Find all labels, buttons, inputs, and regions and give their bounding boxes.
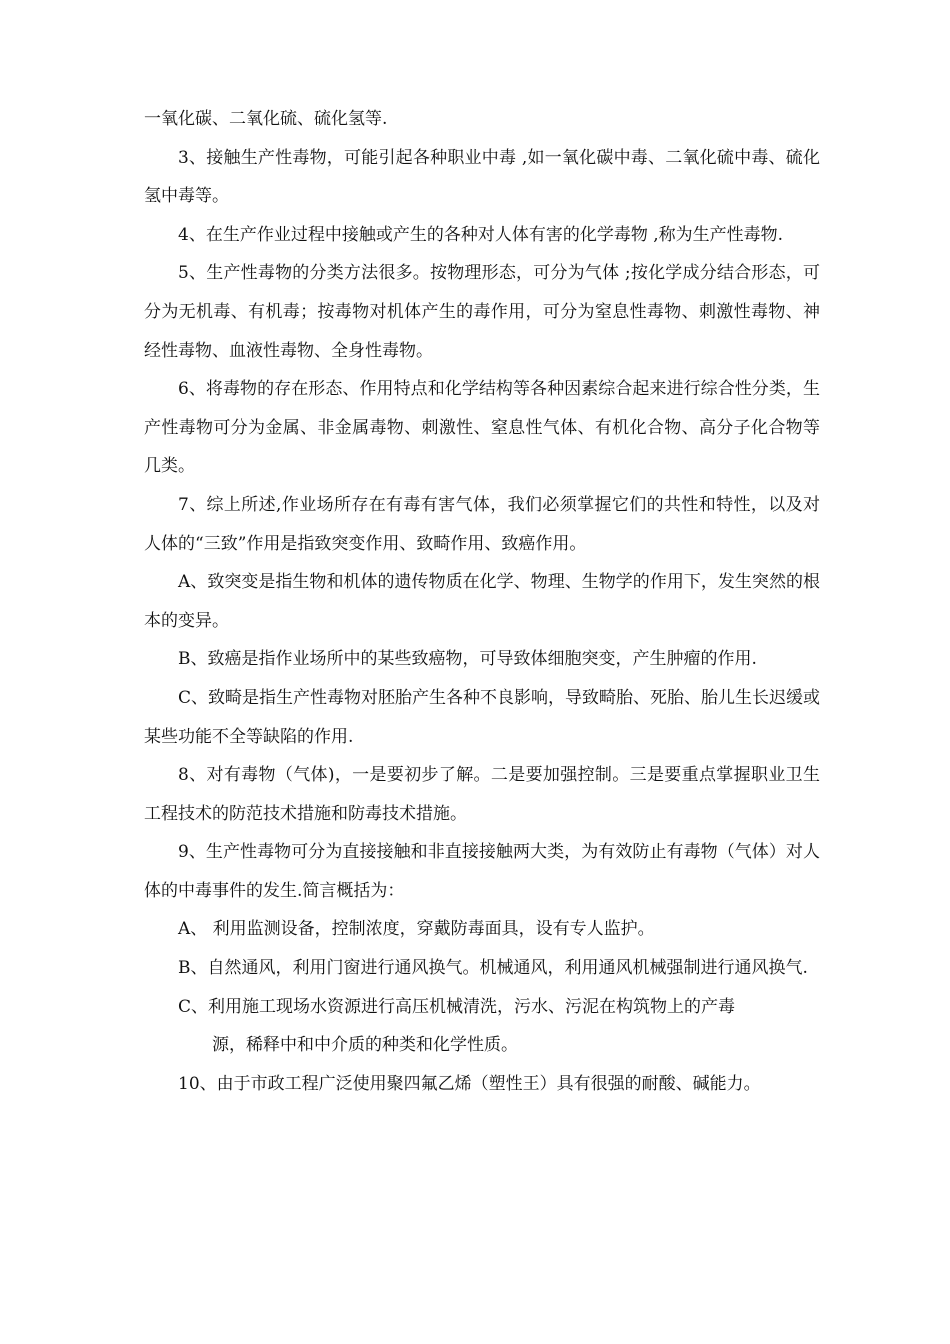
paragraph-item-7c: C、致畸是指生产性毒物对胚胎产生各种不良影响，导致畸胎、死胎、胎儿生长迟缓或某些功能不全等缺陷的作用. bbox=[144, 687, 821, 747]
paragraph-item-9c-line1: C、利用施工现场水资源进行高压机械清洗，污水、污泥在构筑物上的产毒 bbox=[178, 996, 736, 1017]
document-body bbox=[144, 100, 820, 1103]
paragraph-item-9c-line2: 源，稀释中和中介质的种类和化学性质。 bbox=[212, 1035, 518, 1056]
paragraph-item-5: 5、生产性毒物的分类方法很多。按物理形态，可分为气体 ;按化学成分结合形态，可分为无机毒、有机毒；按毒物对机体产生的毒作用，可分为窒息性毒物、刺激性毒物、神经性毒物、血液性毒物、全身性毒物。 bbox=[144, 263, 820, 361]
paragraph-item-8: 8、对有毒物（气体)，一是要初步了解。二是要加强控制。三是要重点掌握职业卫生工程技术的防范技术措施和防毒技术措施。 bbox=[144, 765, 820, 824]
paragraph-item-9c bbox=[144, 988, 820, 1065]
paragraph-toxic-gases-list: 一氧化碳、二氧化硫、硫化氢等. bbox=[144, 109, 388, 129]
paragraph-item-7a: A、致突变是指生物和机体的遗传物质在化学、物理、生物学的作用下，发生突然的根本的变异。 bbox=[144, 572, 820, 631]
paragraph-item-7: 7、综上所述,作业场所存在有毒有害气体，我们必须掌握它们的共性和特性，以及对人体的“三致”作用是指致突变作用、致畸作用、致癌作用。 bbox=[144, 494, 820, 554]
paragraph-item-4: 4、在生产作业过程中接触或产生的各种对人体有害的化学毒物 ,称为生产性毒物. bbox=[178, 224, 784, 245]
paragraph-item-10: 10、由于市政工程广泛使用聚四氟乙烯（塑性王）具有很强的耐酸、碱能力。 bbox=[178, 1073, 761, 1094]
paragraph-item-9a: A、 利用监测设备，控制浓度，穿戴防毒面具，设有专人监护。 bbox=[178, 919, 655, 940]
paragraph-item-9b: B、自然通风，利用门窗进行通风换气。机械通风，利用通风机械强制进行通风换气. bbox=[178, 958, 808, 979]
paragraph-item-3: 3、接触生产性毒物，可能引起各种职业中毒 ,如一氧化碳中毒、二氧化硫中毒、硫化氢中毒等。 bbox=[144, 147, 820, 207]
paragraph-item-7b: B、致癌是指作业场所中的某些致癌物，可导致体细胞突变，产生肿瘤的作用. bbox=[178, 649, 757, 670]
paragraph-item-6: 6、将毒物的存在形态、作用特点和化学结构等各种因素综合起来进行综合性分类，生产性毒物可分为金属、非金属毒物、刺激性、窒息性气体、有机化合物、高分子化合物等几类。 bbox=[144, 379, 820, 477]
paragraph-item-9: 9、生产性毒物可分为直接接触和非直接接触两大类，为有效防止有毒物（气体）对人体的中毒事件的发生.简言概括为： bbox=[144, 842, 820, 901]
